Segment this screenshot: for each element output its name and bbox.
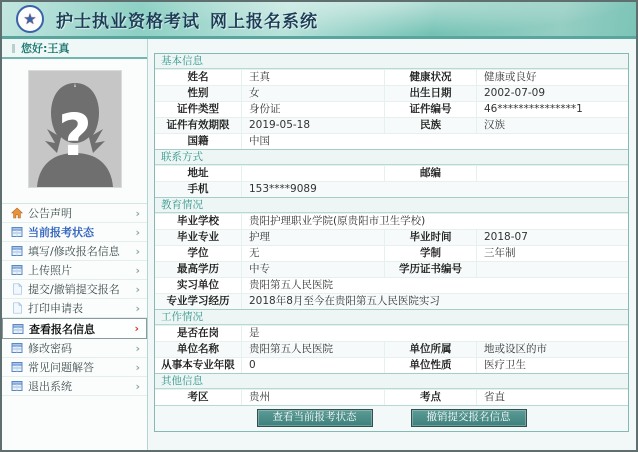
greeting-bar: [2, 39, 147, 59]
field-value: 身份证: [241, 102, 384, 117]
field-label: 出生日期: [384, 86, 476, 101]
sidebar-item-5[interactable]: [2, 299, 147, 318]
main-area: [148, 39, 636, 450]
field-value: [476, 166, 628, 181]
section-title: 教育情况: [155, 198, 628, 213]
form-icon: [11, 226, 23, 238]
sidebar-item-label: 上传照片: [28, 264, 72, 277]
sidebar-item-label: 退出系统: [28, 380, 72, 393]
field-value: 2018-07: [476, 230, 628, 245]
field-value: 护理: [241, 230, 384, 245]
greeting-marker-icon: [12, 44, 15, 53]
chevron-right-icon: ›: [135, 360, 140, 374]
field-label: 姓名: [187, 71, 209, 83]
section-title: 基本信息: [155, 54, 628, 69]
field-value: 贵阳第五人民医院: [241, 278, 628, 293]
field-label: 是否在岗: [177, 327, 219, 339]
field-label: 邮编: [384, 166, 476, 181]
field-label: 考区: [187, 391, 209, 403]
home-icon: [11, 207, 23, 219]
sidebar-item-label: 打印申请表: [28, 302, 83, 315]
form-icon: [11, 342, 23, 354]
sidebar-item-label: 填写/修改报名信息: [28, 245, 120, 258]
field-row: [155, 277, 628, 293]
field-label: 性别: [187, 87, 209, 99]
field-label: 健康状况: [384, 70, 476, 85]
photo-placeholder: [29, 71, 121, 187]
sidebar-item-label: 常见问题解答: [28, 361, 94, 374]
section-title: 联系方式: [155, 150, 628, 165]
field-row: [155, 165, 628, 181]
field-label: 学位: [187, 247, 209, 259]
field-row: [155, 389, 628, 405]
chevron-right-icon: ›: [134, 322, 139, 335]
field-label: 考点: [384, 390, 476, 405]
photo-area: [2, 59, 147, 203]
field-value: 2002-07-09: [476, 86, 628, 101]
doc-icon: [11, 283, 23, 295]
chevron-right-icon: ›: [135, 282, 140, 296]
field-label: 实习单位: [177, 279, 219, 291]
form-icon: [11, 245, 23, 257]
sidebar-item-4[interactable]: [2, 280, 147, 299]
section-0: [155, 54, 628, 149]
field-row: [155, 213, 628, 229]
field-value: 省直: [476, 390, 628, 405]
field-value: 0: [241, 358, 384, 373]
field-label: 地址: [187, 167, 209, 179]
app-header: [2, 2, 636, 39]
greeting-text: 您好:王真: [21, 42, 70, 55]
app-title-exam: 护士执业资格考试: [56, 11, 200, 32]
field-value: [476, 262, 628, 277]
chevron-right-icon: ›: [135, 263, 140, 277]
field-label: 学历证书编号: [384, 262, 476, 277]
chevron-right-icon: ›: [135, 379, 140, 393]
field-label: 证件编号: [384, 102, 476, 117]
field-row: [155, 69, 628, 85]
field-value: 三年制: [476, 246, 628, 261]
field-row: [155, 117, 628, 133]
chevron-right-icon: ›: [135, 301, 140, 315]
field-label: 国籍: [187, 135, 209, 147]
field-label: 单位所属: [384, 342, 476, 357]
field-row: [155, 357, 628, 373]
field-label: 专业学习经历: [166, 295, 230, 307]
section-title: 其他信息: [155, 374, 628, 389]
sidebar-item-6[interactable]: [2, 318, 147, 339]
sidebar-item-label: 提交/撤销提交报名: [28, 283, 120, 296]
field-label: 手机: [187, 183, 209, 195]
field-row: [155, 85, 628, 101]
field-row: [155, 229, 628, 245]
action-button-row: [155, 405, 628, 431]
field-value: 王真: [241, 70, 384, 85]
field-label: 单位性质: [384, 358, 476, 373]
field-value: 中专: [241, 262, 384, 277]
body-row: [2, 39, 636, 450]
field-value: 地或设区的市: [476, 342, 628, 357]
chevron-right-icon: ›: [135, 225, 140, 239]
section-2: [155, 197, 628, 309]
field-value: 贵州: [241, 390, 384, 405]
doc-icon: [11, 302, 23, 314]
field-value: 女: [241, 86, 384, 101]
sidebar-item-1[interactable]: [2, 223, 147, 242]
form-icon: [12, 323, 24, 335]
section-title: 工作情况: [155, 310, 628, 325]
silhouette-icon: [29, 71, 121, 187]
field-row: [155, 181, 628, 197]
field-value: 贵阳护理职业学院(原贵阳市卫生学校): [241, 214, 628, 229]
sidebar-item-3[interactable]: [2, 261, 147, 280]
field-value: 无: [241, 246, 384, 261]
form-icon: [11, 380, 23, 392]
sidebar-item-label: 当前报考状态: [28, 226, 94, 239]
sidebar-item-9[interactable]: [2, 377, 147, 396]
field-value: 医疗卫生: [476, 358, 628, 373]
form-sections: [155, 54, 628, 405]
field-value: 汉族: [476, 118, 628, 133]
chevron-right-icon: ›: [135, 341, 140, 355]
field-label: 民族: [384, 118, 476, 133]
sidebar-item-2[interactable]: [2, 242, 147, 261]
sidebar-item-0[interactable]: [2, 204, 147, 223]
sidebar-item-label: 公告声明: [28, 207, 72, 220]
field-value: 46***************1: [476, 102, 628, 117]
star-badge-icon: [16, 5, 44, 33]
field-label: 单位名称: [177, 343, 219, 355]
field-label: 证件有效期限: [166, 119, 230, 131]
section-1: [155, 149, 628, 197]
field-label: 毕业时间: [384, 230, 476, 245]
field-label: 从事本专业年限: [161, 359, 235, 371]
chevron-right-icon: ›: [135, 244, 140, 258]
sidebar-menu: [2, 203, 147, 396]
field-label: 毕业学校: [177, 215, 219, 227]
field-row: [155, 245, 628, 261]
field-value: 是: [241, 326, 628, 341]
app-title: [56, 7, 318, 32]
view-current-status-button[interactable]: 查看当前报考状态: [257, 409, 373, 427]
sidebar: [2, 39, 148, 450]
form-icon: [11, 361, 23, 373]
field-label: 毕业专业: [177, 231, 219, 243]
sidebar-item-label: 查看报名信息: [29, 322, 95, 336]
field-value: 中国: [241, 134, 628, 149]
app-title-system: 网上报名系统: [210, 11, 318, 32]
field-row: [155, 293, 628, 309]
field-label: 学制: [384, 246, 476, 261]
field-value: 贵阳第五人民医院: [241, 342, 384, 357]
sidebar-item-label: 修改密码: [28, 342, 72, 355]
section-3: [155, 309, 628, 373]
section-4: [155, 373, 628, 405]
form-icon: [11, 264, 23, 276]
sidebar-item-8[interactable]: [2, 358, 147, 377]
cancel-submission-button[interactable]: 撤销提交报名信息: [411, 409, 527, 427]
field-value: [241, 166, 384, 181]
photo-question-mark: ?: [57, 101, 92, 169]
field-value: 153****9089: [241, 182, 628, 197]
field-row: [155, 341, 628, 357]
sidebar-item-7[interactable]: [2, 339, 147, 358]
field-label: 最高学历: [177, 263, 219, 275]
registration-info-panel: [154, 53, 629, 432]
chevron-right-icon: ›: [135, 206, 140, 220]
field-row: [155, 261, 628, 277]
field-label: 证件类型: [177, 103, 219, 115]
star-glyph: ★: [23, 9, 37, 28]
field-row: [155, 325, 628, 341]
field-row: [155, 101, 628, 117]
field-row: [155, 133, 628, 149]
field-value: 健康或良好: [476, 70, 628, 85]
field-value: 2018年8月至今在贵阳第五人民医院实习: [241, 294, 628, 309]
field-value: 2019-05-18: [241, 118, 384, 133]
